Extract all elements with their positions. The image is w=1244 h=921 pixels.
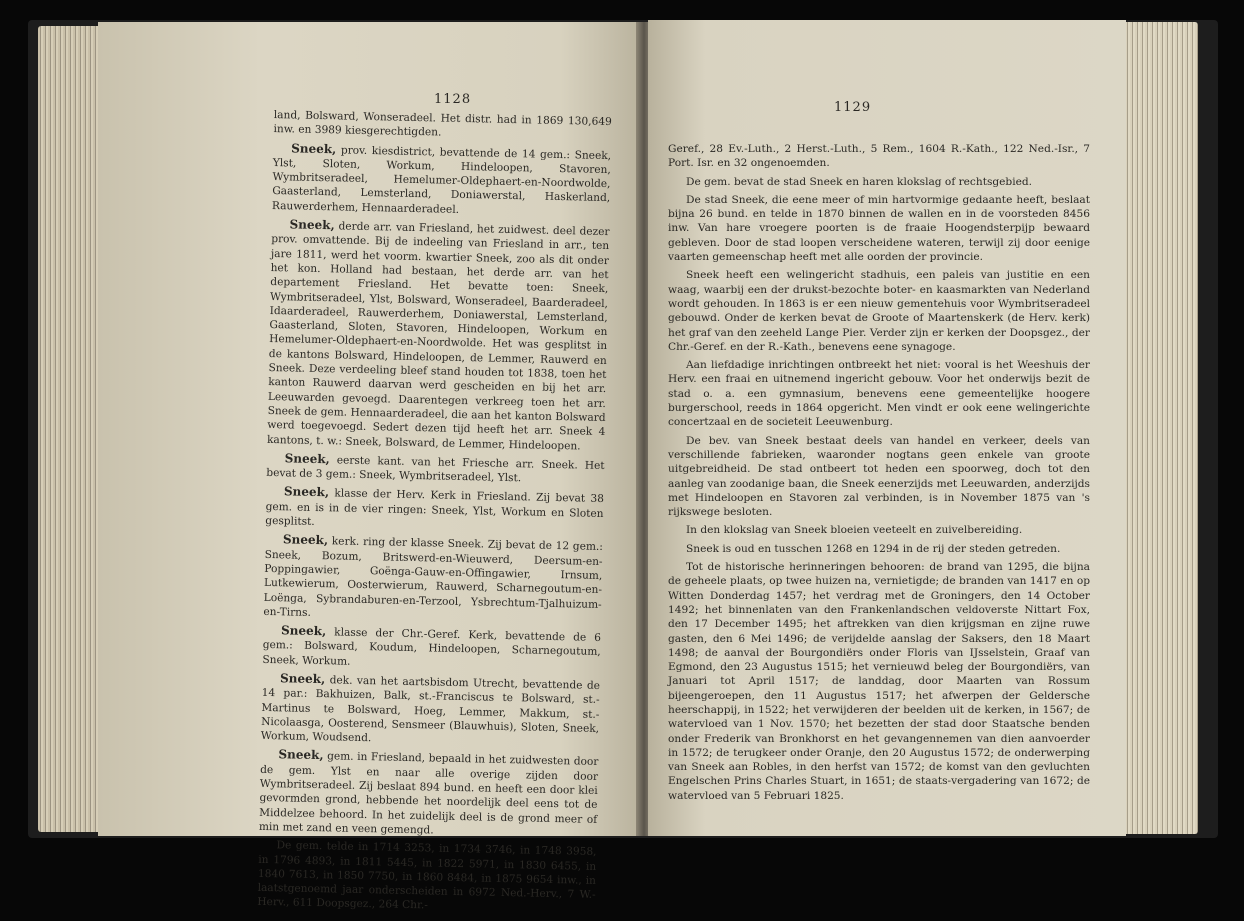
paragraph-text: klasse der Herv. Kerk in Friesland. Zij bevat 38 gem. en is in de vier ringen: Sneek, Ylst, Workum en Sloten gesplitst. xyxy=(265,487,605,528)
page-edges-right xyxy=(1120,22,1198,834)
entry-keyword: Sneek, xyxy=(278,747,324,763)
paragraph xyxy=(261,671,600,751)
paragraph xyxy=(668,542,1090,556)
paragraph xyxy=(668,193,1090,264)
paragraph xyxy=(262,623,601,674)
paragraph-text: dek. van het aartsbisdom Utrecht, bevattende de 14 par.: Bakhuizen, Balk, st.-Franciscus te Bolsward, st.-Martinus te Bolsward, Hoeg, Lemmer, Makkum, st.-Nicolaasga, Oosterend, Sensmeer (Blauwhuis), Sloten, Sneek, Workum, Woudsend. xyxy=(260,674,601,745)
paragraph xyxy=(668,434,1090,520)
paragraph-text: klasse der Chr.-Geref. Kerk, bevattende de 6 gem.: Bolsward, Koudum, Hindeloopen, Scharnegoutum, Sneek, Workum. xyxy=(262,626,602,668)
entry-keyword: Sneek, xyxy=(283,484,330,500)
paragraph xyxy=(263,532,603,626)
paragraph xyxy=(668,358,1090,429)
paragraph-text: eerste kant. van het Friesche arr. Sneek. Het bevat de 3 gem.: Sneek, Wymbritseradeel, Ylst. xyxy=(266,454,605,485)
paragraph-text: derde arr. van Friesland, het zuidwest. deel dezer prov. omvattende. Bij de indeeling van Friesland in arr., ten jare 1811, werd het voorm. kwartier Sneek, zoo als dit onder het kon. Holland had bestaan, het derde arr. van het departement Friesland. Het bevatte toen: Sneek, Wymbritseradeel, Ylst, Bolsward, Wonseradeel, Baarderadeel, Idaarderadeel, Rauwerderhem, Doniawerstal, Lemsterland, Gaasterland, Sloten, Stavoren, Hindeloopen, Workum en Hemelumer-Oldephaert-en-Noordwolde. Het was gesplitst in de kantons Bolsward, Hindeloopen, de Lemmer, Rauwerd en Sneek. Deze verdeeling bleef stand houden tot 1838, toen het kanton Rauwerd daarvan werd gescheiden en bij het arr. Leeuwarden gevoegd. Daarentegen verkreeg toen het arr. Sneek de gem. Hennaarderadeel, die aan het kanton Bolsward werd toegevoegd. Sedert dezen tijd heeft het arr. Sneek 4 kantons, t. w.: Sneek, Bolsward, de Lemmer, Hindeloopen. xyxy=(266,220,610,453)
paragraph xyxy=(259,747,599,841)
paragraph-text: In den klokslag van Sneek bloeien veeteelt en zuivelbereiding. xyxy=(686,524,1023,537)
entry-keyword: Sneek, xyxy=(289,217,335,233)
paragraph-text: land, Bolsward, Wonseradeel. Het distr. had in 1869 130,649 inw. en 3989 kiesgerechtigden. xyxy=(273,108,612,139)
entry-keyword: Sneek, xyxy=(279,671,326,687)
paragraph xyxy=(273,108,612,144)
paragraph xyxy=(668,268,1090,354)
right-page-text xyxy=(668,142,1090,807)
left-page-text xyxy=(257,108,612,921)
paragraph-text: gem. in Friesland, bepaald in het zuidwesten door de gem. Ylst en naar alle overige zijden door Wymbritseradeel. Zij beslaat 894 bund. en heeft een door klei gevormden grond, hebbende het noordelijk deel eens tot de Middelzee behoord. In het zuidelijk deel is de grond meer of min met zand en veen gemengd. xyxy=(258,750,599,837)
page-edges-left xyxy=(38,26,100,832)
paragraph-text: Geref., 28 Ev.-Luth., 2 Herst.-Luth., 5 Rem., 1604 R.-Kath., 122 Ned.-Isr., 7 Port. Isr. en 32 ongenoemden. xyxy=(668,143,1090,170)
paragraph xyxy=(668,560,1090,803)
paragraph-text: De gem. telde in 1714 3253, in 1734 3746, in 1748 3958, in 1796 4893, in 1811 5445, in 1822 5971, in 1830 6455, in 1840 7613, in 1850 7750, in 1860 8484, in 1875 9654 inw., in laatstgenoemd jaar onderscheiden in 6972 Ned.-Herv., 7 W.-Herv., 611 Doopsgez., 264 Chr.- xyxy=(257,839,597,912)
paragraph-text: Sneek heeft een welingericht stadhuis, een paleis van justitie en een waag, waarbij een der drukst-bezochte boter- en kaasmarkten van Nederland wordt gehouden. In 1863 is er een nieuw gementehuis voor Wymbritseradeel gebouwd. Onder de kerken bevat de Groote of Maartenskerk (de Herv. kerk) het graf van den zeeheld Lange Pier. Verder zijn er kerken der Doopsgez., der Chr.-Geref. en der R.-Kath., benevens eene synagoge. xyxy=(668,269,1090,353)
entry-keyword: Sneek, xyxy=(282,532,329,548)
right-page xyxy=(648,20,1126,836)
paragraph-text: De bev. van Sneek bestaat deels van handel en verkeer, deels van verschillende fabrieken, waaronder nogtans geen enkele van groote uitgebreidheid. De stad ontbeert tot heden een spoorweg, doch tot den aanleg van zoodanige baan, die Sneek eenerzijds met Leeuwarden, anderzijds met Hindeloopen en Stavoren zal verbinden, is in November 1875 van 's rijkswege besloten. xyxy=(668,434,1090,519)
paragraph xyxy=(668,142,1090,171)
page-number: 1128 xyxy=(434,92,472,107)
paragraph-text: Tot de historische herinneringen behooren: de brand van 1295, die bijna de geheele plaats, op twee huizen na, vernietigde; de branden van 1417 en op Witten Donderdag 1457; het verdrag met de Groningers, den 14 October 1492; het binnenlaten van den Frankenlandschen veldoverste Nittart Fox, den 17 December 1495; het aftrekken van dien krijgsman en zijne ruwe gasten, den 6 Mei 1496; de verijdelde aanslag der Saksers, den 18 Maart 1498; de aanval der Bourgondiërs onder Floris van IJsselstein, Graaf van Egmond, den 23 Augustus 1515; het vernieuwd beleg der Bourgondiërs, van Januari tot April 1517; de landdag, door Maarten van Rossum bijeengeroepen, den 11 Augustus 1517; het afwerpen der Geldersche heerschappij, in 1522; het verwijderen der beelden uit de kerken, in 1567; de watervloed van 1 Nov. 1570; het bezetten der stad door Staatsche benden onder Frederik van Bronkhorst en het gevangennemen van dien aanvoerder in 1572; de terugkeer onder Oranje, den 20 Augustus 1572; de onderwerping van Sneek aan Robles, in den herfst van 1572; de komst van den gevluchten Engelschen Prins Charles Stuart, in 1651; de staats-vergadering van 1672; de watervloed van 5 Februari 1825. xyxy=(668,561,1090,802)
paragraph-text: Aan liefdadige inrichtingen ontbreekt het niet: vooral is het Weeshuis der Herv. een fraai en uitnemend ingericht gebouw. Voor het onderwijs bezit de stad o. a. een gymnasium, benevens eene gemeentelijke hoogere burgerschool, reeds in 1864 opgericht. Men vindt er ook eene welingerichte concertzaal en de societeit Leeuwenburg. xyxy=(668,359,1090,429)
paragraph xyxy=(266,451,605,488)
paragraph-text: De stad Sneek, die eene meer of min hartvormige gedaante heeft, beslaat bijna 26 bund. en telde in 1870 binnen de wallen en in de voorsteden 8456 inw. Van hare vroegere poorten is de fraaie Hoogendsterpijp bewaard gebleven. Door de stad loopen verscheidene wateren, terwijl zij door eenige vaarten gemeenschap heeft met alle oorden der provincie. xyxy=(668,193,1090,264)
paragraph-text: prov. kiesdistrict, bevattende de 14 gem.: Sneek, Ylst, Sloten, Workum, Hindeloopen, Stavoren, Wymbritseradeel, Hemelumer-Oldephaert-en-Noordwolde, Gaasterland, Lemsterland, Doniawerstal, Haskerland, Rauwerderhem, Hennaarderadeel. xyxy=(271,143,612,216)
paragraph xyxy=(265,484,604,535)
page-number: 1129 xyxy=(834,100,872,115)
paragraph xyxy=(267,217,610,454)
paragraph-text: De gem. bevat de stad Sneek en haren klokslag of rechtsgebied. xyxy=(686,175,1033,188)
paragraph xyxy=(668,523,1090,537)
left-page xyxy=(98,22,642,912)
entry-keyword: Sneek, xyxy=(280,623,327,639)
paragraph-text: kerk. ring der klasse Sneek. Zij bevat de 12 gem.: Sneek, Bozum, Britswerd-en-Wieuwerd, Deersum-en-Poppingawier, Goënga-Gauw-en-Offingawier, Irnsum, Lutkewierum, Oosterwierum, Rauwerd, Scharnegoutum-en-Loënga, Sybrandaburen-en-Terzool, Ysbrechtum-Tjalhuizum-en-Tirns. xyxy=(263,535,603,619)
entry-keyword: Sneek, xyxy=(291,140,337,156)
entry-keyword: Sneek, xyxy=(284,451,330,467)
paragraph xyxy=(257,838,596,917)
paragraph xyxy=(668,175,1090,189)
paragraph-text: Sneek is oud en tusschen 1268 en 1294 in de rij der steden getreden. xyxy=(686,542,1061,555)
paragraph xyxy=(272,141,611,221)
